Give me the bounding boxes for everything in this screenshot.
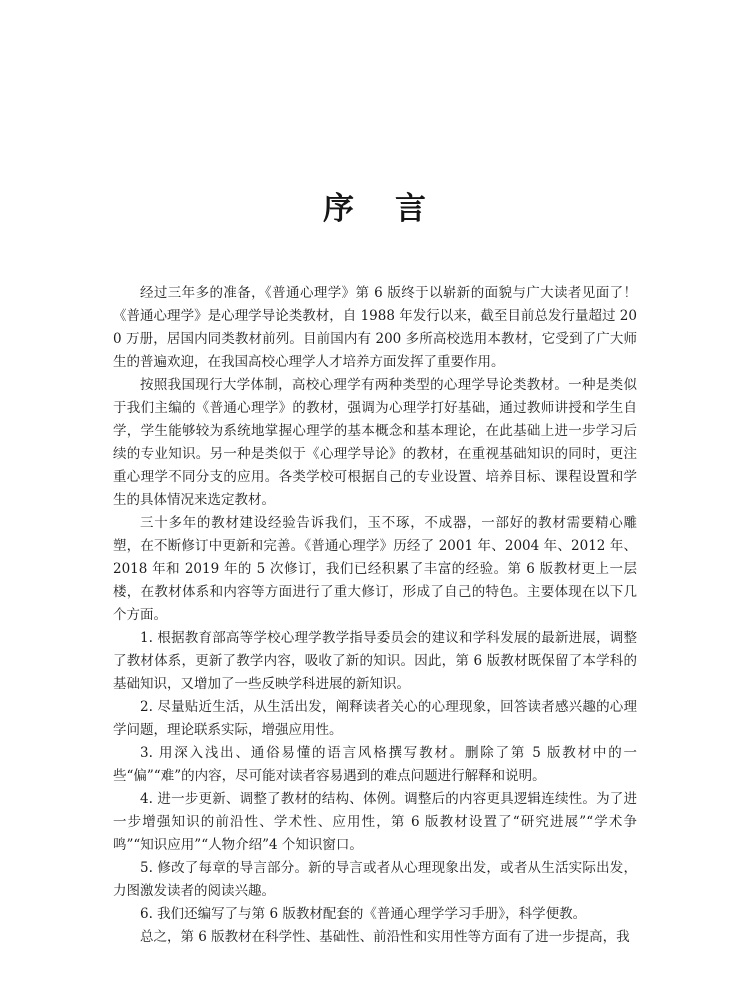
- paragraph-point-5: 5. 修改了每章的导言部分。新的导言或者从心理现象出发，或者从生活实际出发，力图激发读者的阅读兴趣。: [113, 860, 637, 899]
- paragraph-revision-history: 三十多年的教材建设经验告诉我们，玉不琢，不成器，一部好的教材需要精心雕塑，在不断修订中更新和完善。《普通心理学》历经了 2001 年、2004 年、2012 年、2018 年和 2019 年的 5 次修订，我们已经积累了丰富的经验。第 6 版教材更上一层楼，在教材体系和内容等方面进行了重大修订，形成了自己的特色。主要体现在以下几个方面。: [113, 515, 637, 623]
- paragraph-summary: 总之，第 6 版教材在科学性、基础性、前沿性和实用性等方面有了进一步提高，我: [140, 929, 630, 945]
- paragraph-intro: 经过三年多的准备，《普通心理学》第 6 版终于以崭新的面貌与广大读者见面了！《普通心理学》是心理学导论类教材，自 1988 年发行以来，截至目前总发行量超过 200 万册，居国内同类教材前列。目前国内有 200 多所高校选用本教材，它受到了广大师生的普遍欢迎，在我国高校心理学人才培养方面发挥了重要作用。: [113, 285, 637, 370]
- title-char-2: 言: [395, 191, 427, 227]
- paragraph-point-2: 2. 尽量贴近生活，从生活出发，阐释读者关心的心理现象，回答读者感兴趣的心理学问题，理论联系实际，增强应用性。: [113, 699, 637, 738]
- paragraph-textbook-types: 按照我国现行大学体制，高校心理学有两种类型的心理学导论类教材。一种是类似于我们主编的《普通心理学》的教材，强调为心理学打好基础，通过教师讲授和学生自学，学生能够较为系统地掌握心理学的基本概念和基本理论，在此基础上进一步学习后续的专业知识。另一种是类似于《心理学导论》的教材，在重视基础知识的同时，更注重心理学不同分支的应用。各类学校可根据自己的专业设置、培养目标、课程设置和学生的具体情况来选定教材。: [113, 377, 637, 508]
- paragraph-point-1: 1. 根据教育部高等学校心理学教学指导委员会的建议和学科发展的最新进展，调整了教材体系，更新了教学内容，吸收了新的知识。因此，第 6 版教材既保留了本学科的基础知识，又增加了一些反映学科进展的新知识。: [113, 630, 637, 692]
- title-char-1: 序: [323, 191, 355, 227]
- preface-body: [113, 282, 637, 949]
- paragraph-point-6: 6. 我们还编写了与第 6 版教材配套的《普通心理学学习手册》，科学便教。: [140, 906, 587, 922]
- page-title: [0, 183, 750, 228]
- paragraph-point-3: 3. 用深入浅出、通俗易懂的语言风格撰写教材。删除了第 5 版教材中的一些“偏”“难”的内容，尽可能对读者容易遇到的难点问题进行解释和说明。: [113, 745, 637, 784]
- paragraph-point-4: 4. 进一步更新、调整了教材的结构、体例。调整后的内容更具逻辑连续性。为了进一步增强知识的前沿性、学术性、应用性，第 6 版教材设置了“研究进展”“学术争鸣”“知识应用”“人物介绍”4 个知识窗口。: [113, 791, 637, 853]
